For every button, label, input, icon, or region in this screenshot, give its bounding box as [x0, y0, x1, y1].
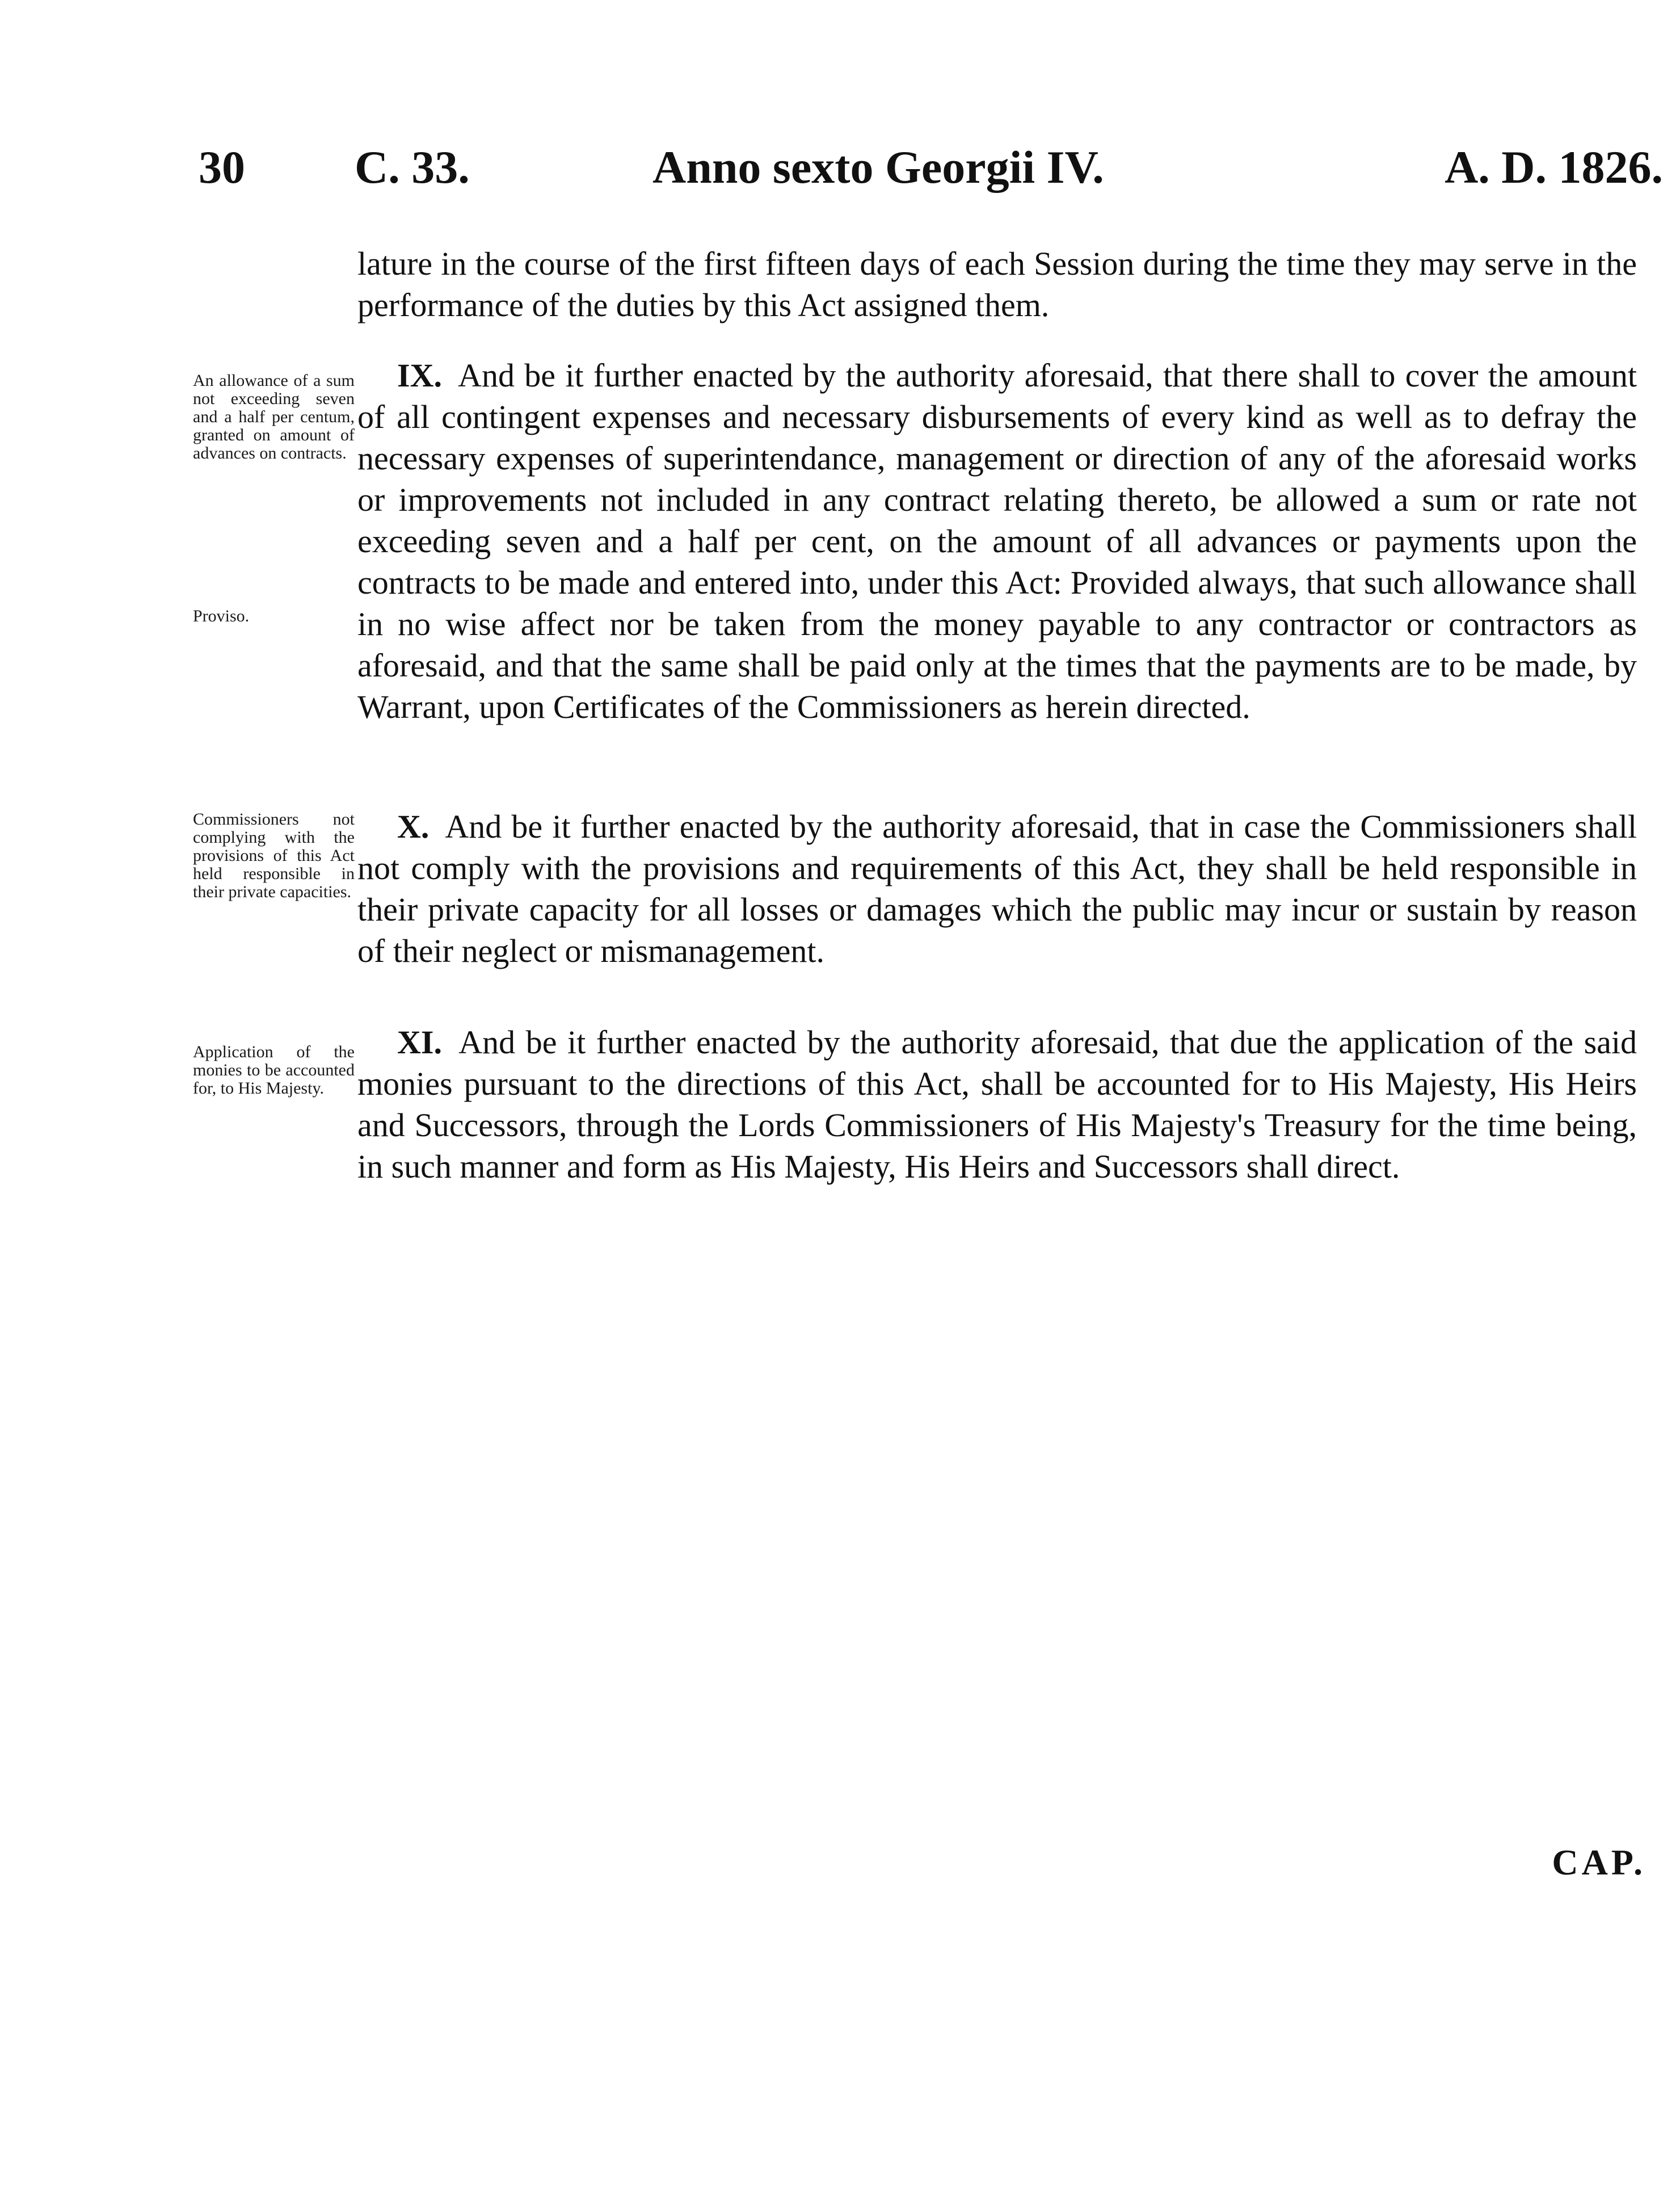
running-title: Anno sexto Georgii IV. — [652, 141, 1104, 193]
catchword: CAP. — [1552, 1842, 1646, 1882]
section-number: XI. — [397, 1024, 442, 1061]
section-11 — [357, 1022, 1637, 1187]
section-10 — [357, 806, 1637, 972]
section-text: And be it further enacted by the authority aforesaid, that due the application of the said monies pursuant to the directions of this Act, shall be accounted for to His Majesty, His Heirs and Successors, through the Lords Commissioners of His Majesty's Treasury for the time being, in such manner and form as His Majesty, His Heirs and Successors shall direct. — [357, 1024, 1637, 1185]
margin-note-section-11: Application of the monies to be accounted for, to His Majesty. — [193, 1043, 355, 1098]
section-9 — [357, 355, 1637, 728]
section-text: And be it further enacted by the authority aforesaid, that there shall to cover the amount of all contingent expenses and necessary disbursements of every kind as well as to defray the necessary expenses of superintendance, management or direction of any of the aforesaid works or improvements not included in any contract relating thereto, be allowed a sum or rate not exceeding seven and a half per cent, on the amount of all advances or payments upon the contracts to be made and entered into, under this Act: Provided always, that such allowance shall in no wise affect nor be taken from the money payable to any contractor or contractors as aforesaid, and that the same shall be paid only at the times that the payments are to be made, by Warrant, upon Certificates of the Commissioners as herein directed. — [357, 357, 1637, 725]
year-heading: A. D. 1826. — [1445, 141, 1663, 193]
margin-note-section-10: Commissioners not complying with the provisions of this Act held responsible in their private capacities. — [193, 810, 355, 901]
section-number: IX. — [397, 357, 442, 394]
chapter-number: C. 33. — [355, 141, 470, 193]
section-number: X. — [397, 808, 430, 845]
page-number: 30 — [199, 141, 245, 193]
margin-note-proviso: Proviso. — [193, 607, 250, 625]
continuation-paragraph: lature in the course of the first fifteen days of each Session during the time they may serve in the performance of the duties by this Act assigned them. — [357, 245, 1637, 323]
margin-note-section-9: An allowance of a sum not exceeding seven and a half per centum, granted on amount of advances on contracts. — [193, 371, 355, 463]
section-text: And be it further enacted by the authority aforesaid, that in case the Commissioners shall not comply with the provisions and requirements of this Act, they shall be held responsible in their private capacity for all losses or damages which the public may incur or sustain by reason of their neglect or mismanagement. — [357, 808, 1637, 969]
